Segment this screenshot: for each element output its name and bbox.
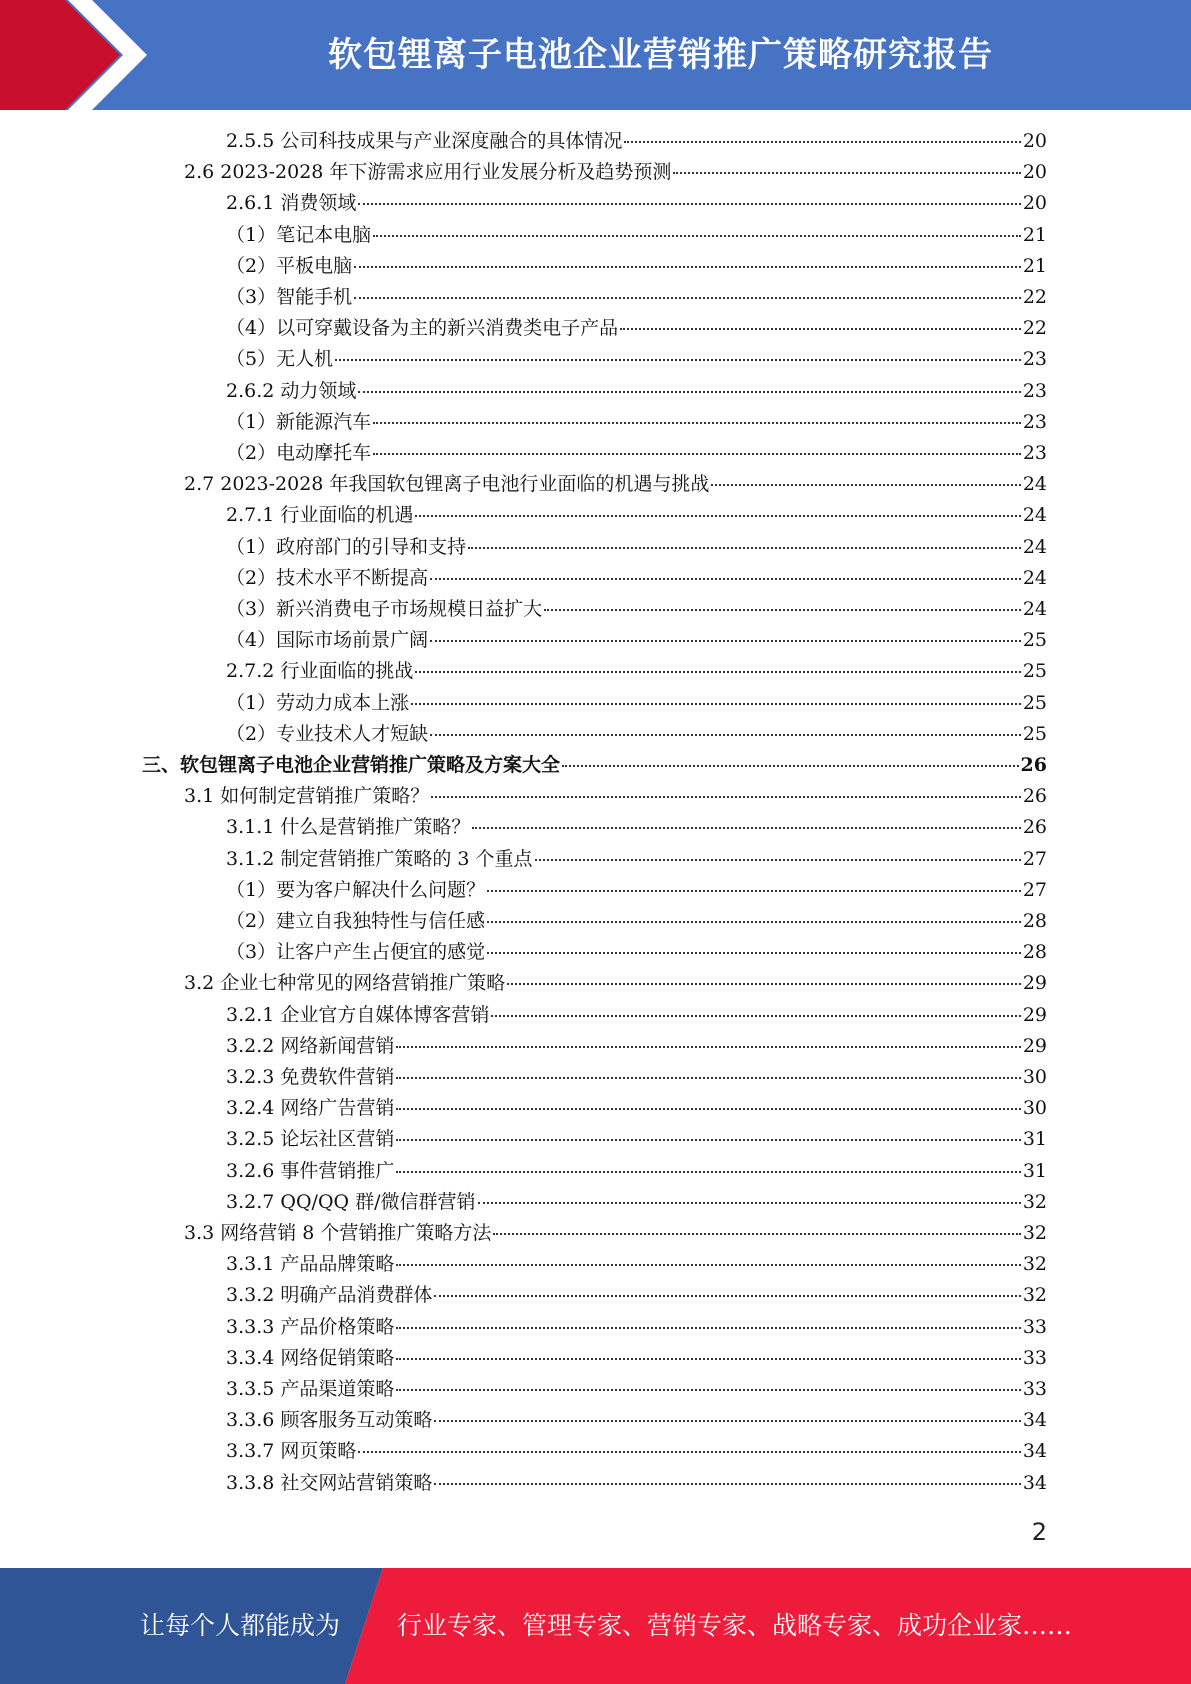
toc-dot-leader [711,484,1020,486]
toc-entry[interactable] [226,625,1047,656]
toc-dot-leader [430,734,1021,736]
toc-entry-label: （2）平板电脑 [226,254,353,277]
toc-entry-label: 2.7.2 行业面临的挑战 [226,660,414,683]
toc-entry-page: 29 [1022,1034,1047,1057]
toc-entry-label: （1）要为客户解决什么问题？ [226,878,486,901]
toc-entry-label: （3）新兴消费电子市场规模日益扩大 [226,598,543,620]
toc-entry-page: 22 [1022,317,1047,340]
toc-entry-page: 33 [1022,1346,1047,1369]
toc-entry-label: 2.5.5 公司科技成果与产业深度融合的具体情况 [226,130,623,152]
toc-entry[interactable] [226,1031,1047,1062]
page-number: 2 [1031,1518,1047,1546]
toc-entry-page: 22 [1022,286,1047,308]
toc-entry-label: 3.2.1 企业官方自媒体博客营销 [226,1003,490,1026]
toc-entry[interactable] [226,719,1047,750]
toc-dot-leader [620,328,1021,330]
toc-entry[interactable] [226,438,1047,469]
toc-entry-page: 32 [1022,1284,1047,1307]
toc-entry[interactable] [226,126,1047,157]
toc-entry-label: （1）劳动力成本上涨 [226,691,410,714]
toc-entry-page: 20 [1022,192,1047,215]
toc-dot-leader [431,796,1021,798]
toc-dot-leader [487,952,1021,954]
toc-entry-label: 2.7 2023-2028 年我国软包锂离子电池行业面临的机遇与挑战 [184,473,710,496]
toc-entry-label: 3.3.8 社交网站营销策略 [226,1471,433,1494]
toc-dot-leader [358,391,1020,393]
toc-entry-page: 23 [1022,442,1047,464]
toc-dot-leader [415,671,1020,673]
toc-entry[interactable] [226,220,1047,251]
toc-entry-label: 3.1.1 什么是营销推广策略？ [226,816,471,839]
toc-entry-page: 28 [1022,910,1047,932]
toc-entry[interactable] [226,937,1047,968]
toc-entry-label: 3.2.4 网络广告营销 [226,1097,395,1120]
page-header [0,0,1191,110]
toc-entry[interactable] [226,1000,1047,1031]
toc-entry-label: （2）建立自我独特性与信任感 [226,910,486,932]
toc-entry-label: （3）让客户产生占便宜的感觉 [226,941,486,964]
toc-entry-page: 21 [1022,223,1047,246]
toc-entry[interactable] [226,1405,1047,1436]
toc-dot-leader [430,578,1021,580]
toc-entry-label: 3.1.2 制定营销推广策略的 3 个重点 [226,847,533,870]
toc-entry-label: 3.3.2 明确产品消费群体 [226,1284,433,1307]
toc-entry[interactable] [226,1468,1047,1499]
toc-entry[interactable] [226,1062,1047,1093]
toc-entry-page: 24 [1022,473,1047,496]
toc-entry[interactable] [184,469,1047,500]
toc-entry[interactable] [226,563,1047,594]
toc-entry-page: 30 [1022,1097,1047,1120]
toc-entry-page: 26 [1022,785,1047,808]
toc-entry-page: 32 [1022,1222,1047,1244]
toc-dot-leader [472,827,1020,829]
toc-entry-label: 3.2.6 事件营销推广 [226,1159,395,1182]
toc-entry[interactable] [226,376,1047,407]
toc-entry-label: 3.2 企业七种常见的网络营销推广策略 [184,972,506,995]
toc-dot-leader [468,547,1021,549]
toc-entry-label: 3.3.5 产品渠道策略 [226,1378,395,1400]
toc-entry-label: 2.7.1 行业面临的机遇 [226,504,414,527]
toc-dot-leader [396,1108,1020,1110]
toc-entry-page: 32 [1022,1190,1047,1213]
toc-entry-label: 3.3.3 产品价格策略 [226,1315,395,1338]
toc-dot-leader [493,1233,1020,1235]
toc-entry-label: （2）专业技术人才短缺 [226,722,429,745]
toc-entry-label: 3.3.1 产品品牌策略 [226,1253,395,1276]
toc-dot-leader [487,890,1021,892]
toc-entry-page: 20 [1022,161,1047,184]
toc-entry[interactable] [226,1312,1047,1343]
toc-entry-label: 3.2.7 QQ/QQ 群/微信群营销 [226,1190,476,1213]
toc-dot-leader [535,859,1021,861]
toc-entry-page: 24 [1022,504,1047,527]
toc-dot-leader [434,1295,1020,1297]
toc-entry[interactable] [226,656,1047,687]
toc-entry-label: （4）以可穿戴设备为主的新兴消费类电子产品 [226,317,619,340]
toc-entry-page: 25 [1022,660,1047,683]
toc-entry-page: 25 [1022,629,1047,652]
toc-entry[interactable] [226,1093,1047,1124]
toc-dot-leader [411,703,1021,705]
toc-entry[interactable] [184,781,1047,812]
toc-entry-label: 2.6 2023-2028 年下游需求应用行业发展分析及趋势预测 [184,161,672,184]
toc-entry-page: 31 [1022,1128,1047,1151]
toc-dot-leader [396,1264,1020,1266]
toc-entry-label: 3.3.4 网络促销策略 [226,1346,395,1369]
toc-entry-page: 24 [1022,598,1047,620]
toc-entry[interactable] [226,906,1047,937]
toc-entry-page: 29 [1022,1003,1047,1026]
toc-dot-leader [507,983,1021,985]
toc-entry-label: （2）电动摩托车 [226,442,372,464]
toc-entry-label: 3.3 网络营销 8 个营销推广策略方法 [184,1222,492,1244]
toc-entry-label: 2.6.1 消费领域 [226,192,357,215]
toc-entry[interactable] [226,282,1047,313]
toc-entry[interactable] [226,407,1047,438]
toc-dot-leader [562,765,1019,767]
toc-entry-page: 24 [1022,535,1047,558]
toc-entry[interactable] [226,594,1047,625]
toc-dot-leader [396,1358,1020,1360]
toc-dot-leader [335,359,1021,361]
toc-entry[interactable] [184,157,1047,188]
toc-entry[interactable] [226,344,1047,375]
toc-entry-page: 27 [1022,847,1047,870]
toc-dot-leader [396,1139,1020,1141]
toc-entry-label: 3.2.3 免费软件营销 [226,1066,395,1088]
toc-entry-page: 31 [1022,1159,1047,1182]
toc-entry-label: 3.2.2 网络新闻营销 [226,1034,395,1057]
toc-dot-leader [358,203,1020,205]
toc-dot-leader [544,609,1021,611]
toc-entry-page: 23 [1022,379,1047,402]
toc-entry-label: （1）笔记本电脑 [226,223,372,246]
toc-entry[interactable] [226,688,1047,719]
toc-entry-label: 3.3.7 网页策略 [226,1440,357,1463]
toc-entry-label: 三、软包锂离子电池企业营销推广策略及方案大全 [142,754,561,776]
toc-entry[interactable] [226,1374,1047,1405]
toc-entry-page: 26 [1020,754,1047,776]
toc-entry-page: 28 [1022,941,1047,964]
toc-entry[interactable] [226,500,1047,531]
toc-entry-label: 2.6.2 动力领域 [226,379,357,402]
toc-dot-leader [415,515,1020,517]
toc-entry-label: （4）国际市场前景广阔 [226,629,429,652]
toc-dot-leader [491,1015,1020,1017]
toc-entry[interactable] [226,532,1047,563]
toc-dot-leader [434,1420,1020,1422]
toc-entry[interactable] [226,1280,1047,1311]
toc-entry[interactable] [226,1249,1047,1280]
toc-entry[interactable] [226,844,1047,875]
toc-entry-page: 26 [1022,816,1047,839]
toc-entry-page: 33 [1022,1378,1047,1400]
footer-slogan-right: 行业专家、管理专家、营销专家、战略专家、成功企业家…… [397,1611,1073,1640]
toc-entry-page: 23 [1022,410,1047,433]
footer-slogan-left: 让每个人都能成为 [140,1611,341,1640]
toc-entry[interactable] [226,1124,1047,1155]
toc-entry-page: 25 [1022,691,1047,714]
toc-dot-leader [354,297,1021,299]
toc-entry[interactable] [184,1218,1047,1249]
toc-dot-leader [396,1389,1020,1391]
toc-dot-leader [430,640,1021,642]
toc-dot-leader [358,1451,1020,1453]
toc-dot-leader [624,141,1020,143]
toc-entry-page: 24 [1022,566,1047,589]
toc-entry-page: 34 [1022,1440,1047,1463]
toc-entry[interactable] [226,1343,1047,1374]
toc-entry[interactable] [226,313,1047,344]
toc-entry[interactable] [142,750,1047,781]
toc-dot-leader [673,172,1020,174]
toc-entry[interactable] [226,188,1047,219]
toc-entry-page: 29 [1022,972,1047,995]
toc-dot-leader [396,1077,1020,1079]
toc-entry[interactable] [184,968,1047,999]
toc-entry-page: 34 [1022,1409,1047,1432]
toc-dot-leader [373,453,1021,455]
toc-dot-leader [396,1327,1020,1329]
toc-entry-label: （5）无人机 [226,348,334,371]
toc-entry-label: （1）新能源汽车 [226,410,372,433]
toc-entry-page: 30 [1022,1066,1047,1088]
toc-entry[interactable] [226,1187,1047,1218]
toc-dot-leader [396,1171,1020,1173]
toc-entry-page: 27 [1022,878,1047,901]
toc-entry[interactable] [226,812,1047,843]
toc-dot-leader [434,1483,1020,1485]
toc-entry-page: 25 [1022,722,1047,745]
toc-entry-label: 3.2.5 论坛社区营销 [226,1128,395,1151]
toc-entry-page: 32 [1022,1253,1047,1276]
toc-dot-leader [354,266,1021,268]
toc-entry-page: 21 [1022,254,1047,277]
toc-entry[interactable] [226,875,1047,906]
toc-entry-label: （2）技术水平不断提高 [226,566,429,589]
page-footer [0,1568,1191,1684]
toc-dot-leader [487,921,1021,923]
toc-entry-label: 3.3.6 顾客服务互动策略 [226,1409,433,1432]
toc-dot-leader [373,235,1021,237]
toc-entry-label: （3）智能手机 [226,286,353,308]
toc-entry[interactable] [226,1156,1047,1187]
toc-dot-leader [373,422,1021,424]
toc-dot-leader [478,1202,1021,1204]
toc-entry-label: 3.1 如何制定营销推广策略？ [184,785,430,808]
toc-entry-page: 34 [1022,1471,1047,1494]
toc-entry-page: 33 [1022,1315,1047,1338]
toc-entry[interactable] [226,251,1047,282]
toc-entry-page: 20 [1022,130,1047,152]
toc-entry[interactable] [226,1436,1047,1467]
toc-dot-leader [396,1046,1020,1048]
toc-entry-label: （1）政府部门的引导和支持 [226,535,467,558]
toc-entry-page: 23 [1022,348,1047,371]
header-title: 软包锂离子电池企业营销推广策略研究报告 [328,35,993,75]
